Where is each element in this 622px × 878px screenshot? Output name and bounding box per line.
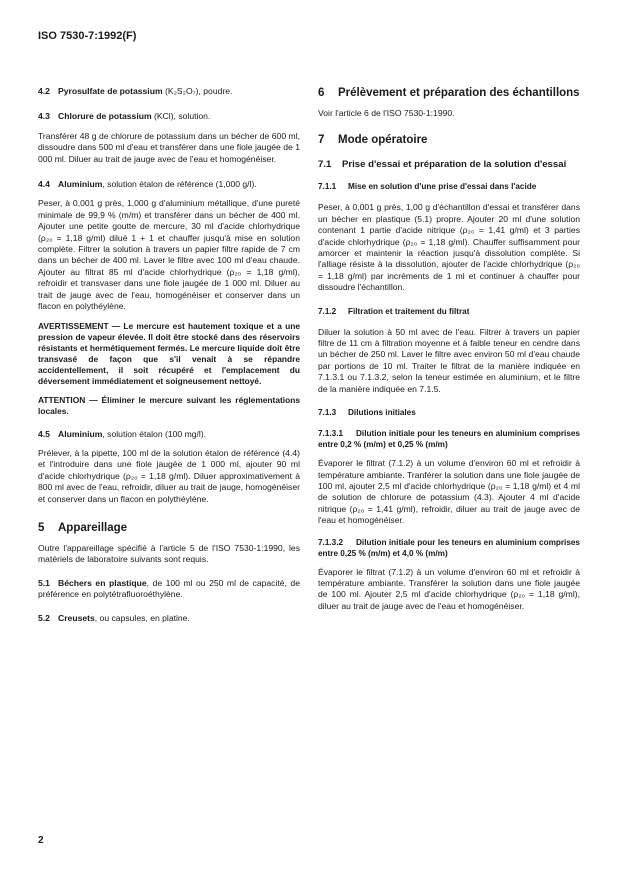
left-column bbox=[38, 86, 300, 624]
section-title: Filtration et traitement du filtrat bbox=[348, 306, 470, 316]
section-4-3-heading bbox=[38, 111, 300, 122]
right-column bbox=[318, 86, 580, 612]
section-number: 7.1.3.1 bbox=[318, 429, 344, 439]
section-number: 4.3 bbox=[38, 111, 50, 122]
section-4-5-paragraph: Prélever, à la pipette, 100 ml de la solution étalon de référence (4.4) et l'introduire dans une fiole jaugée de 1 000 ml, ajouter 90 ml d'acide chlorhydrique (ρ₂₀ = 1,18 g/ml). Diluer approximativement à 800 ml avec de l'eau, refroidir, diluer au trait de jauge, homogénéiser et conserver dans un flacon en polythéylène. bbox=[38, 447, 300, 504]
section-title: Béchers en plastique bbox=[58, 577, 147, 588]
section-number: 7.1.2 bbox=[318, 306, 337, 316]
section-rest: , de 100 ml ou 250 ml de capacité, de préférence en polytétrafluoroéthylène. bbox=[38, 577, 300, 600]
section-4-2-heading bbox=[38, 86, 300, 97]
section-title: Dilution initiale pour les teneurs en aluminium comprises entre 0,2 % (m/m) et 0,25 % (m/m) bbox=[318, 429, 580, 450]
section-7-1-2-paragraph: Diluer la solution à 50 ml avec de l'eau. Filtrer à travers un papier filtre de 11 cm à filtration moyenne et à faible teneur en cendre dans un bécher de 250 ml. Laver le filtre avec environ 50 ml d'eau chaude par portions de 10 ml. Traiter le filtrat de la manière indiquée en 7.1.3.1 ou 7.1.3.2, selon la teneur estimée en aluminium, et le filtre de la manière indiquée en 7.1.5. bbox=[318, 326, 580, 394]
section-rest: (KCl), solution. bbox=[151, 111, 211, 122]
section-rest: , solution étalon (100 mg/l). bbox=[102, 428, 207, 439]
section-rest: , solution étalon de référence (1,000 g/l). bbox=[102, 179, 257, 190]
section-rest: (K₂S₂O₇), poudre. bbox=[162, 86, 233, 96]
section-7-1-1-paragraph: Peser, à 0,001 g près, 1,00 g d'échantillon d'essai et transférer dans un bécher en plastique (5.1) propre. Ajouter 20 ml d'une solution contenant 1 partie d'acide nitrique (ρ₂₀ = 1,41 g/ml) et 3 parties d'acide chlorhydrique (ρ₂₀ = 1,18 g/ml). Chauffer suffisamment pour amorcer et maintenir la réaction jusqu'à dissolution complète. Si l'alliage résiste à la dissolution, ajouter de l'acide chlorhydrique (ρ₂₀ = 1,18 g/ml) par incréments de 1 ml et continuer à chauffer pour dissoudre l'échantillon. bbox=[318, 202, 580, 293]
section-number: 4.4 bbox=[38, 179, 50, 190]
section-title: Aluminium bbox=[58, 428, 103, 439]
section-7-1-3-heading bbox=[318, 407, 580, 418]
attention-notice: ATTENTION — Éliminer le mercure suivant les réglementations locales. bbox=[38, 394, 300, 416]
section-7-1-3-1-heading bbox=[318, 428, 580, 450]
section-5-paragraph: Outre l'appareillage spécifié à l'article 5 de l'ISO 7530-1:1990, les matériels de laboratoire suivants sont requis. bbox=[38, 542, 300, 565]
section-6-paragraph: Voir l'article 6 de l'ISO 7530-1:1990. bbox=[318, 108, 455, 118]
section-7-heading bbox=[318, 133, 580, 147]
section-4-3-paragraph: Transférer 48 g de chlorure de potassium dans un bécher de 600 ml, dissoudre dans 500 ml d'eau et transférer dans une fiole jaugée de 1 000 ml. Diluer au trait de jauge avec de l'eau et homogénéiser. bbox=[38, 130, 300, 164]
section-title: Mode opératoire bbox=[338, 134, 428, 147]
section-number: 7.1.3 bbox=[318, 408, 337, 418]
section-title: Creusets bbox=[58, 612, 95, 623]
section-number: 7.1 bbox=[318, 159, 332, 171]
warning-notice: AVERTISSEMENT — Le mercure est hautement toxique et a une pression de vapeur élevée. Il doit être stocké dans des réservoirs résistants et hermétiquement fermés. Le mercure liquide doit être transvasé de façon que s'il venait à se répandre accidentellement, il soit récupéré et l'emplacement du déversement immédiatement et soigneusement nettoyé. bbox=[38, 320, 300, 386]
section-number: 7 bbox=[318, 134, 325, 147]
section-title: Appareillage bbox=[58, 521, 128, 534]
section-title: Aluminium bbox=[58, 179, 103, 190]
section-number: 6 bbox=[318, 87, 325, 99]
section-title: Chlorure de potassium bbox=[58, 111, 152, 122]
section-number: 5.2 bbox=[38, 612, 50, 623]
section-7-1-heading bbox=[318, 159, 580, 171]
section-number: 4.2 bbox=[38, 86, 50, 96]
section-7-1-3-2-heading bbox=[318, 537, 580, 559]
section-4-4-paragraph: Peser, à 0,001 g près, 1,000 g d'aluminium métallique, d'une pureté minimale de 99,9 % (m/m) et transférer dans un bécher de 400 ml. Ajouter une petite goutte de mercure, 30 ml d'acide chlorhydrique (ρ₂₀ = 1,18 g/ml) dilué 1 + 1 et chauffer jusqu'à mise en solution complète. Filtrer la solution à travers un papier filtre rapide de 7 cm dans un bécher de 400 ml. Laver le filtre avec 100 ml d'eau chaude. Ajouter au filtrat 85 ml d'acide chlorhydrique (ρ₂₀ = 1,18 g/ml), refroidir et transvaser dans une fiole jaugée de 1 000 ml. Diluer au trait de jauge avec de l'eau, homogénéiser et conserver dans un flacon en polythéylène. bbox=[38, 198, 300, 312]
section-number: 5.1 bbox=[38, 577, 50, 588]
section-7-1-3-1-paragraph: Évaporer le filtrat (7.1.2) à un volume d'environ 60 ml et refroidir à température ambiante. Tranférer la solution dans une fiole jaugée de 100 ml, ajouter 2,5 ml d'acide chlorhydrique (ρ₂₀ = 1,18 g/ml) et 4 ml de solution de chlorure de potassium (4.3). Ajouter 4 ml d'acide nitrique (ρ₂₀ = 1,41 g/ml), refroidir, diluer au trait de jauge avec de l'eau et homogénéiser. bbox=[318, 458, 580, 526]
section-title: Prélèvement et préparation des échantillons bbox=[338, 87, 580, 99]
section-4-4-heading bbox=[38, 179, 300, 190]
section-rest: , ou capsules, en platine. bbox=[94, 612, 190, 623]
section-7-1-2-heading bbox=[318, 306, 580, 317]
section-5-2-heading bbox=[38, 613, 300, 624]
section-5-heading bbox=[38, 521, 300, 535]
section-7-1-3-2-paragraph: Évaporer le filtrat (7.1.2) à un volume d'environ 60 ml et refroidir à température ambiante. Transférer la solution dans une fiole jaugée de 100 ml. Ajouter 2,5 ml d'acide chlorhydrique (ρ₂₀ = 1,18 g/ml), diluer au trait de jauge avec de l'eau et homogénéiser. bbox=[318, 566, 580, 611]
section-title: Dilution initiale pour les teneurs en aluminium comprises entre 0,25 % (m/m) et 4,0 % (m/m) bbox=[318, 537, 580, 558]
document-header: ISO 7530-7:1992(F) bbox=[38, 30, 137, 42]
section-number: 7.1.3.2 bbox=[318, 537, 344, 547]
section-number: 7.1.1 bbox=[318, 182, 337, 192]
section-number: 4.5 bbox=[38, 428, 50, 439]
page-number: 2 bbox=[38, 835, 44, 846]
section-title: Pyrosulfate de potassium bbox=[58, 86, 163, 96]
section-title: Mise en solution d'une prise d'essai dans l'acide bbox=[348, 182, 537, 192]
section-6-heading bbox=[318, 86, 580, 100]
section-7-1-1-heading bbox=[318, 181, 580, 192]
section-title: Dilutions initiales bbox=[348, 408, 416, 418]
section-number: 5 bbox=[38, 521, 45, 534]
section-4-5-heading bbox=[38, 429, 300, 440]
section-5-1-heading bbox=[38, 578, 300, 601]
section-title: Prise d'essai et préparation de la solution d'essai bbox=[342, 159, 567, 171]
